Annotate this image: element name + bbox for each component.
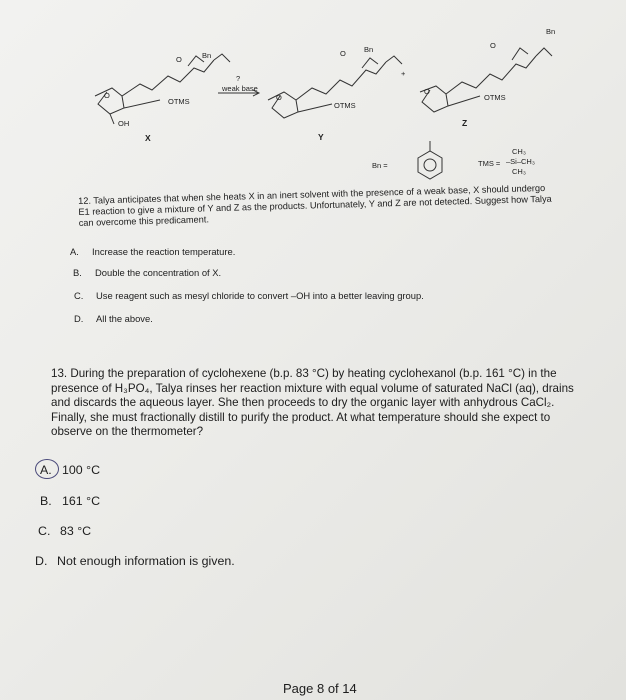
question-13-text: 13. During the preparation of cyclohexene (b.p. 83 °C) by heating cyclohexanol (b.p. 161 °C) in the presence of H₃PO₄, Talya rinses her reaction mixture with equal volume of saturated NaCl (aq), drains and discards the aqueous layer. She then proceeds to dry the organic layer with anhydrous CaCl₂. Finally, she must fractionally distill to purify the product. At what temperature should she expect to observe on the thermometer? [51, 367, 574, 438]
q12-option-a-text: Increase the reaction temperature. [92, 246, 236, 257]
oh-label: OH [118, 119, 130, 128]
structure-z [420, 48, 552, 112]
q13-option-d-text: Not enough information is given. [57, 554, 235, 568]
q13-option-d[interactable] [35, 554, 235, 568]
q13-option-b[interactable] [40, 494, 100, 508]
tms-ch3-top: CH₃ [512, 147, 526, 156]
question-12-text: 12. Talya anticipates that when she heats X in an inert solvent with the presence of a weak base, X should undergo E1 reaction to give a mixture of Y and Z as the products. Unfortunately, Y and Z are not detected. Suggest how Talya can overcome this predicament. [78, 182, 552, 228]
otms-label-x: OTMS [168, 97, 190, 106]
q13-option-c[interactable] [38, 524, 91, 538]
selected-answer-circle [35, 459, 59, 479]
q12-option-d-text: All the above. [96, 313, 153, 324]
tms-si: –Si–CH₃ [506, 157, 535, 166]
q12-option-d[interactable] [74, 313, 153, 324]
q12-option-a-letter: A. [70, 246, 79, 257]
q13-option-d-letter: D. [35, 554, 48, 568]
bn-label-z: Bn [546, 27, 556, 36]
compound-x-label: X [145, 133, 151, 143]
o-label-y-ring: O [276, 93, 282, 102]
o-label-x: O [176, 55, 182, 64]
otms-label-y: OTMS [334, 101, 356, 110]
benzene-ring [418, 141, 442, 179]
q12-option-c[interactable] [74, 290, 424, 301]
q13-option-b-text: 161 °C [62, 494, 101, 508]
q13-option-b-letter: B. [40, 494, 52, 508]
structure-x [95, 54, 230, 124]
o-label-x-ring: O [104, 91, 110, 100]
tms-definition: TMS = [478, 159, 501, 168]
q13-option-c-letter: C. [38, 524, 51, 538]
compound-y-label: Y [318, 132, 324, 142]
bn-label-y: Bn [364, 45, 374, 54]
q12-option-b-text: Double the concentration of X. [95, 267, 222, 278]
o-label-y: O [340, 49, 346, 58]
q12-option-d-letter: D. [74, 313, 84, 324]
q12-option-b-letter: B. [73, 267, 82, 278]
q12-option-a[interactable] [70, 246, 235, 257]
o-label-z: O [490, 41, 496, 50]
q13-option-a-letter: A. [40, 463, 52, 477]
arrow-label-top: ? [236, 74, 241, 83]
q13-option-c-text: 83 °C [60, 524, 92, 538]
page-number: Page 8 of 14 [283, 681, 357, 696]
tms-ch3-bottom: CH₃ [512, 167, 526, 176]
otms-label-z: OTMS [484, 93, 506, 102]
o-label-z-ring: O [424, 87, 430, 96]
q12-option-c-text: Use reagent such as mesyl chloride to convert –OH into a better leaving group. [96, 290, 424, 301]
plus-sign: + [401, 69, 406, 78]
arrow-label-bottom: weak base [222, 84, 258, 93]
reaction-scheme [0, 0, 626, 190]
bn-label-x: Bn [202, 51, 212, 60]
q12-option-b[interactable] [73, 267, 221, 278]
q13-option-a-text: 100 °C [62, 463, 101, 477]
compound-z-label: Z [462, 118, 468, 128]
q12-option-c-letter: C. [74, 290, 84, 301]
bn-definition: Bn = [372, 161, 388, 170]
q13-option-a[interactable] [40, 463, 100, 477]
